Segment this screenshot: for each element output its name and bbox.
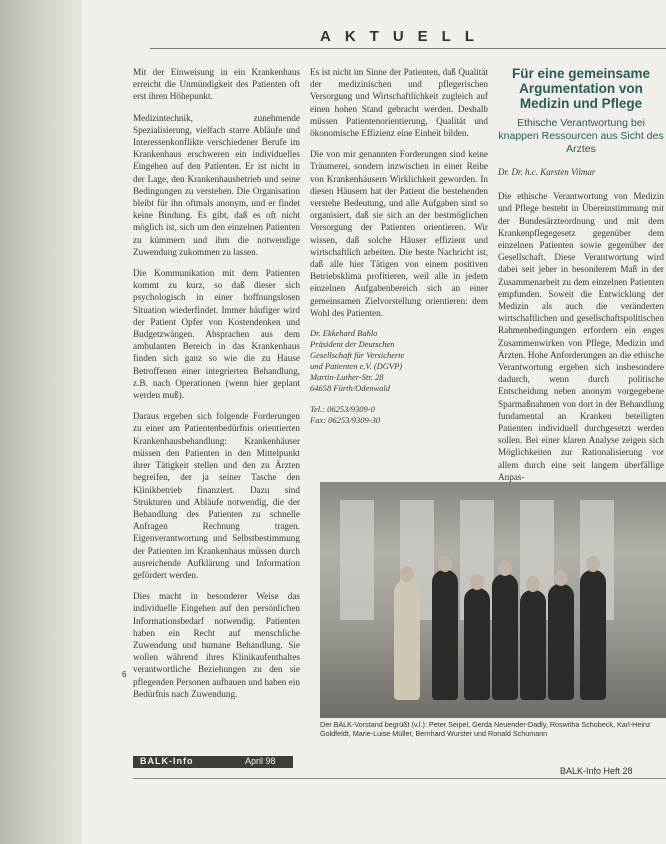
signature-line: Dr. Ekkehard Bahlo (310, 328, 378, 339)
signature-line: und Patienten e.V. (DGVP) (310, 361, 403, 372)
photo-person (580, 570, 606, 700)
footer-rule (133, 778, 666, 779)
footer-date: April 98 (245, 756, 276, 766)
photo-person (520, 590, 546, 700)
signature-block (310, 328, 488, 426)
paragraph: Die Kommunikation mit dem Patienten kommt zu kurz, so daß dieser sich psychologisch in einer hoffnungslosen Situation wiederfindet. Immer häufiger wird der Patient Opfer von Kostendenken und Budgetzwängen. Absprachen aus dem ambulanten Bereich in das Krankenhaus finden sich ganz so wie die zu Hause Betroffenen einer integrierten Behandlung, z.B. nach Operationen (wenn hier geplant werden muß). (133, 268, 300, 401)
signature-line: Tel.: 06253/9309-0 (310, 404, 375, 415)
photo-person-head (438, 556, 452, 572)
signature-line: Präsident der Deutschen (310, 339, 395, 350)
signature-line: 64658 Fürth/Odenwald (310, 383, 391, 394)
article-subtitle: Ethische Verantwortung bei knappen Ressourcen aus Sicht des Arztes (498, 117, 664, 155)
paragraph: Mit der Einweisung in ein Krankenhaus erreicht die Unmündigkeit des Patienten oft erst ihren Höhepunkt. (133, 67, 300, 102)
photo-person-head (586, 556, 600, 572)
header-rule (150, 48, 666, 49)
photo-person (548, 584, 574, 700)
article-author: Dr. Dr. h.c. Karsten Vilmar (498, 167, 596, 177)
paragraph: Daraus ergeben sich folgende Forderungen zu einer am Patientenbedürfnis orientierten Krankenhausbehandlung: Krankenhäuser müssen den Patienten in den Mittelpunkt ihrer Tätigkeit stellen und den zu Ärzten begreifen, der ja seiner Tasche den Klinikbetrieb finanziert. Dazu sind Strukturen und Abläufe notwendig, die der Behandlung des Patienten zu schnelle Anfragen Rechnung tragen. Eigenverantwortung und Selbstbestimmung der Patienten im Krankenhaus müssen durch ausreichende Aufklärung und Information gefördert werden. (133, 411, 300, 580)
photo-person-head (470, 574, 484, 590)
photo-person-head (400, 566, 414, 582)
section-header: AKTUELL (320, 28, 488, 45)
page-number: 6 (122, 670, 127, 679)
photo-person-head (554, 570, 568, 586)
signature-spacer (310, 394, 488, 404)
paragraph: Medizintechnik, zunehmende Spezialisierung, vielfach starre Abläufe und Interessenkonflikte verschiedener Berufe im Krankenhaus erschweren ein individuelles Eingehen auf den Patienten. Er ist nicht in der Lage, den Krankenhausbetrieb und seine Bedingungen zu verstehen. Die Organisation bleibt für ihn oftmals anonym, und er findet keine Bindung. Es gibt, daß es oft nicht möglich ist, sich um den einzelnen Patienten zu kümmern und ihm die notwendige Zuwendung zukommen zu lassen. (133, 112, 300, 257)
scan-edge (0, 0, 84, 844)
paragraph: Dies macht in besonderer Weise das individuelle Eingehen auf den persönlichen Informationsbedarf notwendig. Patienten haben ein Recht auf menschliche Zuwendung und humane Behandlung. Sie wollen während ihres Klinikaufenthaltes verantwortliche Beziehungen zu den sie pflegenden Personen aufbauen und haben ein Bedürfnis nach Zuwendung. (133, 591, 300, 699)
footer-issue: BALK-Info Heft 28 (560, 766, 633, 776)
signature-line: Fax: 06253/9309-30 (310, 415, 381, 426)
photo-person-head (526, 576, 540, 592)
photo-person (492, 574, 518, 700)
photo-person-head (498, 560, 512, 576)
photo-window (340, 500, 374, 620)
photo-person (394, 580, 420, 700)
column-left (133, 66, 300, 709)
article-title: Für eine gemeinsame Argumentation von Medizin und Pflege (511, 66, 651, 111)
paragraph: Die von mir genannten Forderungen sind keine Träumerei, sondern inzwischen in einer Reihe von Krankenhäusern Wirklichkeit geworden. In diesen Häusern hat der Patient die bestehenden verstehe Bedeutung, und alle Aufgaben sind so organisiert, daß sie sich an der bestmöglichen Versorgung der Patienten orientieren. Wir wissen, daß solche Häuser effizient und wirtschaftlich arbeiten. Die beste Nachricht ist, daß alle hier Tätigen von einem positiven Betriebsklima profitieren, weil alle in jedem einzelnen Aufgabenbereich sich an einer gemeinsamen Zielvorstellung orientieren: dem Wohl des Patienten. (310, 149, 488, 318)
photo-caption: Der BALK-Vorstand begrüßt (v.l.): Peter Seipel, Gerda Neuender-Dadly, Roswitha Schobeck, Karl-Heinz Goldfeldt, Marie-Luise Müller, Bernhard Wurster und Ronald Schumann (320, 720, 651, 738)
signature-line: Gesellschaft für Versicherte (310, 350, 405, 361)
signature-line: Martin-Luther-Str. 28 (310, 372, 384, 383)
paragraph: Die ethische Verantwortung von Medizin und Pflege besteht in Übereinstimmung mit der Bundesärzteordnung und mit dem Krankenpflegegesetz gegenüber dem einzelnen Patienten sowie gegenüber der Gesellschaft. Diese Verantwortung wird dabei seit jeher in besonderem Maß in der Zusammenarbeit zu dem einzelnen Patienten empfunden. Soweit die Entwicklung der Medizin als auch die veränderten wirtschaftlichen und gesellschaftspolitischen Rahmenbedingungen erfordern ein enges Zusammenwirken von Pflege, Medizin und Ärzten. Hohe Anforderungen an die ethische Verantwortung ergeben sich insbesondere dadurch, wenn durch politische Entscheidung neben anonym vorgegebene Sparmaßnahmen von dort in der Behandlung fundamental an Kranken beteiligten Patienten individuell durchgesetzt werden sollen. Bei einer klaren Analyse zeigen sich Möglichkeiten zur Rationalisierung vor allem durch eine seit langem überfällige Anpas- (498, 191, 664, 482)
photo-person (464, 588, 490, 700)
photo-person (432, 570, 458, 700)
column-middle (310, 66, 488, 426)
column-right (498, 66, 664, 492)
paragraph: Es ist nicht im Sinne der Patienten, daß Qualität der medizinischen und pflegerischen Versorgung und Wirtschaftlichkeit zugleich auf einen hohen Stand gebracht werden. Deshalb müssen Patientenorientierung, Qualität und ökonomische Effizienz eine Einheit bilden. (310, 67, 488, 139)
group-photo (320, 482, 666, 718)
footer-publication: BALK-Info (140, 756, 194, 766)
